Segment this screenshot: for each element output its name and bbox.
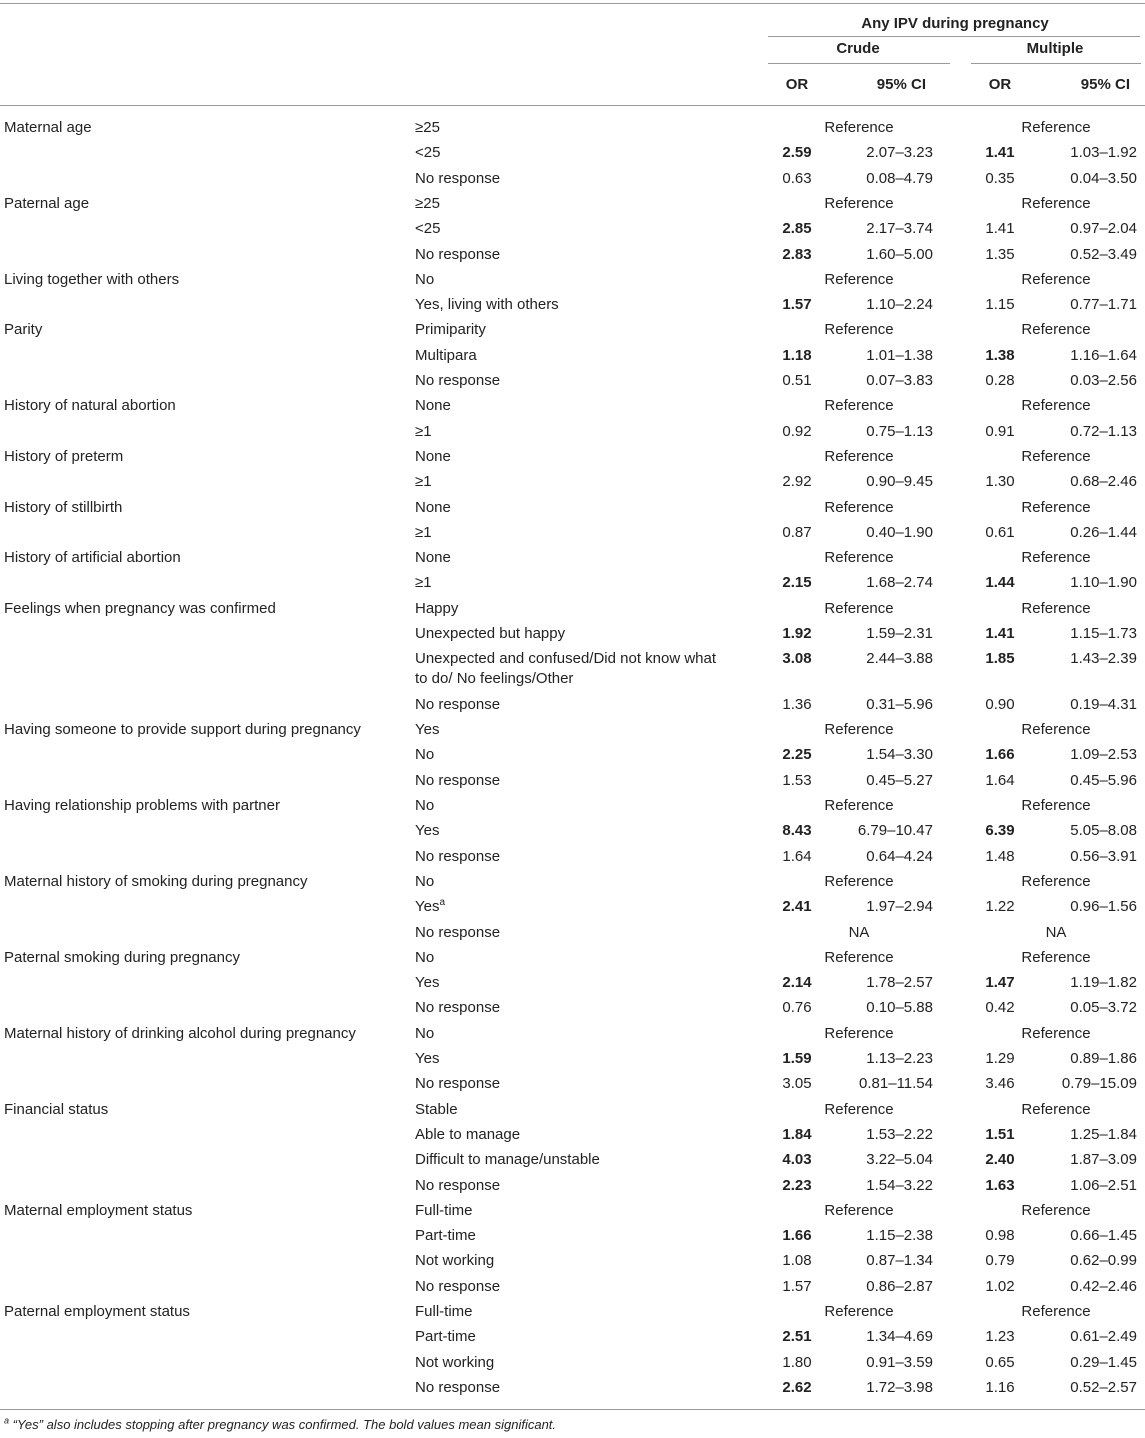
row-variable: Maternal history of smoking during pregnancy [4,872,308,890]
row-category-text: Yes [415,898,440,916]
multiple-reference: Reference [1021,721,1091,739]
row-category: Yes [415,822,440,840]
crude-or: 1.53 [782,771,812,789]
multiple-or: 0.91 [985,422,1015,440]
multiple-reference: Reference [1021,397,1091,415]
header-bottom-rule [0,105,1145,106]
header-multiple: Multiple [1026,40,1084,57]
crude-ci: 1.15–2.38 [866,1227,933,1245]
row-category: No response [415,771,501,789]
multiple-or: 1.30 [985,473,1015,491]
footnote-marker: a [4,1415,10,1426]
table-footnote [4,1417,556,1432]
multiple-or: 1.41 [985,220,1015,238]
crude-reference: Reference [824,321,894,339]
multiple-or: 1.64 [985,771,1015,789]
crude-ci: 0.91–3.59 [866,1353,933,1371]
crude-or: 8.43 [782,822,812,840]
multiple-ci: 1.03–1.92 [1070,144,1137,162]
multiple-reference: Reference [1021,1201,1091,1219]
row-category: None [415,498,451,516]
crude-ci: 2.44–3.88 [866,650,933,668]
row-category: Not working [415,1252,495,1270]
multiple-ci: 0.62–0.99 [1070,1252,1137,1270]
crude-reference: Reference [824,447,894,465]
row-category: No response [415,372,501,389]
multiple-or: 0.98 [985,1227,1015,1245]
multiple-ci: 0.72–1.13 [1070,422,1137,440]
row-category: No response [415,999,501,1017]
multiple-reference: Reference [1021,549,1091,567]
row-category: Able to manage [415,1125,521,1143]
crude-ci: 1.78–2.57 [866,974,933,992]
crude-or: 2.92 [782,473,812,491]
crude-or: 1.84 [782,1125,812,1143]
multiple-ci: 1.43–2.39 [1070,650,1137,668]
row-category: No response [415,1075,501,1093]
crude-or: 2.41 [782,898,812,916]
crude-ci: 1.53–2.22 [866,1125,933,1143]
crude-na: NA [848,923,870,941]
multiple-reference: Reference [1021,498,1091,516]
row-category: ≥1 [415,574,432,592]
crude-or: 2.62 [782,1378,812,1396]
multiple-or: 1.35 [985,245,1015,263]
crude-or: 1.92 [782,625,812,642]
multiple-ci: 0.03–2.56 [1070,372,1137,389]
crude-reference: Reference [824,1024,894,1042]
crude-or: 1.59 [782,1050,812,1067]
row-variable: Parity [4,321,43,339]
multiple-or: 1.41 [985,144,1015,162]
row-category: No response [415,245,501,263]
row-category: Not working [415,1353,495,1371]
multiple-reference: Reference [1021,948,1091,966]
multiple-or: 1.48 [985,847,1015,865]
multiple-ci: 0.79–15.09 [1061,1075,1137,1093]
crude-ci: 1.68–2.74 [866,574,933,592]
multiple-ci: 0.29–1.45 [1070,1353,1137,1371]
multiple-reference: Reference [1021,599,1091,617]
multiple-reference: Reference [1021,797,1091,814]
crude-reference: Reference [824,397,894,415]
multiple-reference: Reference [1021,194,1091,212]
footnote-marker: a [439,897,446,909]
table-bottom-rule [0,1409,1145,1410]
crude-ci: 0.10–5.88 [866,999,933,1017]
multiple-or: 1.22 [985,898,1015,916]
multiple-or: 1.44 [985,574,1015,592]
header-crude: Crude [836,40,880,57]
multiple-ci: 0.89–1.86 [1070,1050,1137,1067]
header-crude-rule [768,63,950,64]
row-category: No response [415,1277,501,1295]
multiple-or: 1.85 [985,650,1015,668]
multiple-or: 2.40 [985,1151,1015,1169]
row-variable: History of preterm [4,447,124,465]
row-category: Stable [415,1100,458,1118]
multiple-reference: Reference [1021,270,1091,288]
crude-reference: Reference [824,549,894,567]
row-category: No response [415,1176,501,1194]
crude-or: 4.03 [782,1151,812,1169]
header-multiple-or: OR [988,76,1012,93]
multiple-ci: 1.06–2.51 [1070,1176,1137,1194]
row-category: No [415,872,435,890]
row-variable: Paternal age [4,194,90,212]
crude-or: 1.80 [782,1353,812,1371]
crude-reference: Reference [824,1303,894,1320]
crude-ci: 1.60–5.00 [866,245,933,263]
multiple-or: 1.38 [985,346,1015,364]
crude-or: 1.64 [782,847,812,865]
row-category-continued: to do/ No feelings/Other [415,670,574,688]
row-category: <25 [415,144,441,162]
table-top-rule [0,3,1145,4]
crude-ci: 0.40–1.90 [866,523,933,541]
crude-or: 1.57 [782,1277,812,1295]
multiple-or: 1.47 [985,974,1015,992]
crude-reference: Reference [824,270,894,288]
multiple-or: 1.23 [985,1328,1015,1346]
crude-reference: Reference [824,599,894,617]
multiple-ci: 0.52–2.57 [1070,1378,1137,1396]
row-category: Unexpected and confused/Did not know what [415,650,717,668]
crude-or: 2.59 [782,144,812,162]
row-category: None [415,447,451,465]
crude-reference: Reference [824,119,894,136]
multiple-or: 1.63 [985,1176,1015,1194]
crude-reference: Reference [824,498,894,516]
multiple-ci: 1.10–1.90 [1070,574,1137,592]
multiple-reference: Reference [1021,447,1091,465]
crude-ci: 3.22–5.04 [866,1151,933,1169]
row-category: ≥1 [415,523,432,541]
crude-or: 2.25 [782,746,812,764]
multiple-ci: 1.87–3.09 [1070,1151,1137,1169]
row-category: No response [415,847,501,865]
footnote-text: “Yes” also includes stopping after pregnancy was confirmed. The bold values mean significant. [9,1417,557,1432]
multiple-ci: 1.25–1.84 [1070,1125,1137,1143]
crude-ci: 1.72–3.98 [866,1378,933,1396]
header-crude-or: OR [785,76,809,93]
multiple-ci: 0.19–4.31 [1070,695,1137,713]
crude-ci: 0.90–9.45 [866,473,933,491]
multiple-or: 1.02 [985,1277,1015,1295]
row-category: No response [415,169,501,187]
multiple-or: 3.46 [985,1075,1015,1093]
row-variable: Paternal smoking during pregnancy [4,948,240,966]
crude-or: 3.08 [782,650,812,668]
multiple-ci: 0.26–1.44 [1070,523,1137,541]
row-variable: Maternal age [4,119,92,136]
row-variable: Having someone to provide support during pregnancy [4,721,361,739]
multiple-ci: 0.42–2.46 [1070,1277,1137,1295]
row-category: No [415,1024,435,1042]
crude-ci: 0.07–3.83 [866,372,933,389]
crude-or: 1.08 [782,1252,812,1270]
crude-ci: 1.01–1.38 [866,346,933,364]
crude-ci: 0.64–4.24 [866,847,933,865]
crude-reference: Reference [824,1201,894,1219]
row-category: No [415,270,435,288]
crude-ci: 0.75–1.13 [866,422,933,440]
row-variable: Maternal employment status [4,1201,193,1219]
row-category: No response [415,923,501,941]
multiple-or: 0.35 [985,169,1015,187]
row-category: No [415,948,435,966]
multiple-or: 0.90 [985,695,1015,713]
row-category: ≥25 [415,119,440,136]
row-variable: History of natural abortion [4,397,176,415]
row-category: Yes [415,974,440,992]
row-category: Yes [415,1050,440,1067]
crude-ci: 0.87–1.34 [866,1252,933,1270]
row-variable: Paternal employment status [4,1303,190,1320]
crude-ci: 0.45–5.27 [866,771,933,789]
multiple-ci: 0.56–3.91 [1070,847,1137,865]
crude-or: 0.63 [782,169,812,187]
crude-ci: 1.54–3.30 [866,746,933,764]
row-category: Part-time [415,1227,476,1245]
multiple-ci: 1.09–2.53 [1070,746,1137,764]
crude-ci: 1.10–2.24 [866,296,933,314]
multiple-or: 1.15 [985,296,1015,314]
row-category: Yes [415,721,440,739]
crude-ci: 1.34–4.69 [866,1328,933,1346]
crude-or: 1.18 [782,346,812,364]
multiple-ci: 0.45–5.96 [1070,771,1137,789]
crude-ci: 1.54–3.22 [866,1176,933,1194]
multiple-ci: 0.97–2.04 [1070,220,1137,238]
multiple-na: NA [1045,923,1067,941]
multiple-ci: 0.61–2.49 [1070,1328,1137,1346]
crude-or: 0.51 [782,372,812,389]
multiple-or: 0.61 [985,523,1015,541]
multiple-ci: 0.68–2.46 [1070,473,1137,491]
row-category: Primiparity [415,321,486,339]
multiple-or: 0.28 [985,372,1015,389]
crude-reference: Reference [824,721,894,739]
row-category: Full-time [415,1201,473,1219]
header-multiple-ci: 95% CI [1080,76,1130,93]
crude-or: 0.92 [782,422,812,440]
crude-ci: 6.79–10.47 [857,822,933,840]
row-category: No [415,797,435,814]
multiple-ci: 0.96–1.56 [1070,898,1137,916]
crude-or: 1.57 [782,296,812,314]
crude-ci: 1.13–2.23 [866,1050,933,1067]
row-variable: Financial status [4,1100,109,1118]
crude-ci: 1.97–2.94 [866,898,933,916]
crude-reference: Reference [824,194,894,212]
crude-or: 1.66 [782,1227,812,1245]
row-category: ≥25 [415,194,440,212]
multiple-reference: Reference [1021,119,1091,136]
multiple-or: 1.41 [985,625,1015,642]
crude-reference: Reference [824,948,894,966]
multiple-ci: 0.66–1.45 [1070,1227,1137,1245]
row-category: ≥1 [415,473,432,491]
crude-or: 2.51 [782,1328,812,1346]
multiple-ci: 0.05–3.72 [1070,999,1137,1017]
crude-ci: 0.31–5.96 [866,695,933,713]
crude-ci: 2.07–3.23 [866,144,933,162]
row-category: Part-time [415,1328,476,1346]
multiple-or: 1.51 [985,1125,1015,1143]
multiple-or: 0.65 [985,1353,1015,1371]
crude-reference: Reference [824,872,894,890]
multiple-or: 0.42 [985,999,1015,1017]
row-category: None [415,397,451,415]
row-variable: Having relationship problems with partner [4,797,280,814]
crude-ci: 2.17–3.74 [866,220,933,238]
row-variable: History of stillbirth [4,498,123,516]
multiple-or: 6.39 [985,822,1015,840]
multiple-reference: Reference [1021,1024,1091,1042]
crude-or: 2.23 [782,1176,812,1194]
row-variable: Living together with others [4,270,180,288]
crude-reference: Reference [824,797,894,814]
row-variable: Feelings when pregnancy was confirmed [4,599,276,617]
crude-or: 2.85 [782,220,812,238]
row-category: Full-time [415,1303,473,1320]
multiple-or: 1.29 [985,1050,1015,1067]
crude-ci: 1.59–2.31 [866,625,933,642]
crude-or: 2.15 [782,574,812,592]
header-group-title: Any IPV during pregnancy [861,15,1049,32]
row-variable: Maternal history of drinking alcohol during pregnancy [4,1024,356,1042]
crude-ci: 0.08–4.79 [866,169,933,187]
row-category: <25 [415,220,441,238]
crude-or: 1.36 [782,695,812,713]
row-category: Yes, living with others [415,296,559,314]
multiple-or: 1.66 [985,746,1015,764]
multiple-reference: Reference [1021,1303,1091,1320]
crude-or: 2.83 [782,245,812,263]
multiple-ci: 1.15–1.73 [1070,625,1137,642]
row-category [415,898,445,916]
multiple-reference: Reference [1021,321,1091,339]
row-category: None [415,549,451,567]
header-multiple-rule [971,63,1141,64]
crude-or: 3.05 [782,1075,812,1093]
row-variable: History of artificial abortion [4,549,181,567]
crude-or: 2.14 [782,974,812,992]
crude-ci: 0.81–11.54 [859,1075,933,1093]
multiple-ci: 0.52–3.49 [1070,245,1137,263]
row-category: Difficult to manage/unstable [415,1151,600,1169]
multiple-ci: 0.77–1.71 [1070,296,1137,314]
multiple-ci: 1.19–1.82 [1070,974,1137,992]
multiple-or: 0.79 [985,1252,1015,1270]
crude-or: 0.87 [782,523,812,541]
row-category: Happy [415,599,459,617]
crude-or: 0.76 [782,999,812,1017]
multiple-ci: 5.05–8.08 [1070,822,1137,840]
row-category: No response [415,1378,501,1396]
header-crude-ci: 95% CI [876,76,926,93]
crude-reference: Reference [824,1100,894,1118]
row-category: ≥1 [415,422,432,440]
multiple-ci: 1.16–1.64 [1070,346,1137,364]
row-category: Multipara [415,346,477,364]
crude-ci: 0.86–2.87 [866,1277,933,1295]
multiple-reference: Reference [1021,1100,1091,1118]
row-category: No response [415,695,501,713]
multiple-or: 1.16 [985,1378,1015,1396]
row-category: Unexpected but happy [415,625,566,642]
multiple-ci: 0.04–3.50 [1070,169,1137,187]
row-category: No [415,746,435,764]
header-group-rule [768,36,1140,37]
multiple-reference: Reference [1021,872,1091,890]
